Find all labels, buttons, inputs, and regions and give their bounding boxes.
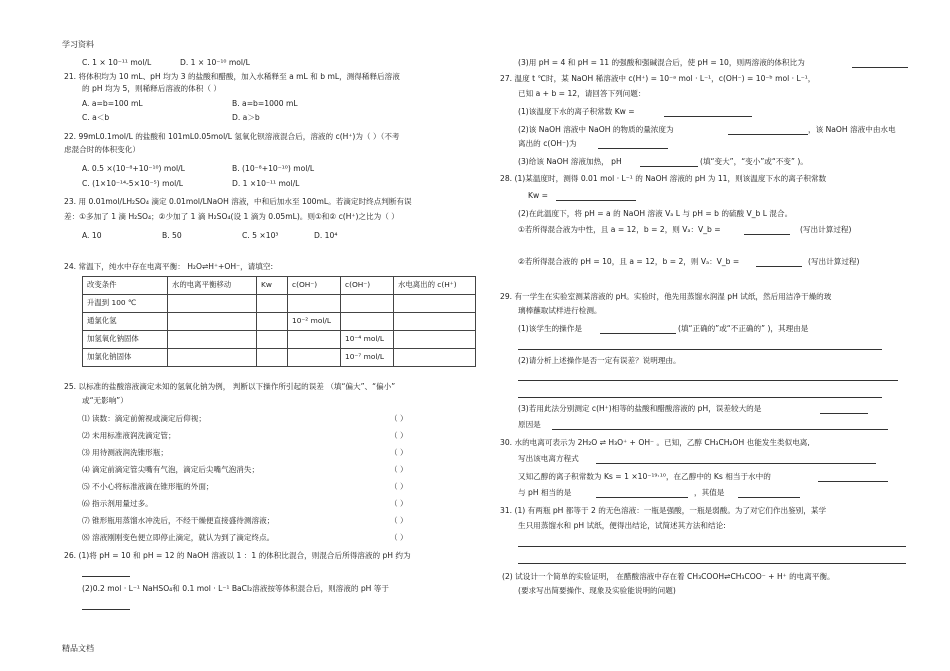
footer-label: 精品文档 (62, 644, 94, 653)
q30-value-label: ，其值是 (694, 488, 725, 497)
q28-kw-label: Kw = (528, 191, 548, 200)
q25-answer-6[interactable]: （ ） (390, 499, 408, 508)
table-header-row (83, 277, 476, 295)
q27-part1: (1)该温度下水的离子积常数 Kw = (518, 107, 635, 116)
q29-part3: (3)若用此法分别测定 c(H⁺)相等的盐酸和醋酸溶液的 pH，误差较大的是 (518, 404, 762, 413)
table-cell: 加氯化钠固体 (83, 349, 168, 367)
q21-option-b: B. a=b=1000 mL (232, 99, 298, 108)
q25-answer-8[interactable]: （ ） (390, 533, 408, 542)
q23-option-c: C. 5 ×10³ (242, 231, 279, 240)
q22-option-c: C. (1×10⁻¹⁴-5×10⁻⁵) mol/L (82, 179, 184, 188)
table-cell: 10⁻² mol/L (288, 313, 341, 331)
q25-answer-3[interactable]: （ ） (390, 448, 408, 457)
q25-item-7: ⑺ 锥形瓶用蒸馏水冲洗后，不经干燥便直接盛待测溶液； (82, 516, 275, 525)
q25-item-5: ⑸ 不小心将标准液滴在锥形瓶的外面； (82, 482, 214, 491)
q25-answer-4[interactable]: （ ） (390, 465, 408, 474)
q30-ks-blank[interactable] (818, 481, 888, 482)
q31-part2-note: (要求写出简要操作、现象及实验能说明的问题) (518, 586, 676, 595)
table-cell[interactable] (257, 295, 288, 313)
table-cell: 升温到 100 ℃ (83, 295, 168, 313)
table-row (83, 313, 476, 331)
table-cell[interactable] (394, 313, 476, 331)
table-cell[interactable] (288, 295, 341, 313)
q29-judge-blank[interactable] (600, 333, 676, 334)
table-cell[interactable] (257, 313, 288, 331)
q29-part1: (1)该学生的操作是 (518, 324, 582, 333)
table-cell[interactable] (257, 331, 288, 349)
q28-part2-1: ①若所得混合液为中性，且 a = 12，b = 2，则 Vₐ：V_b = (518, 225, 721, 234)
table-cell: 10⁻⁴ mol/L (341, 331, 394, 349)
q29-answer-line-1[interactable] (518, 380, 898, 381)
q20-option-d: D. 1 × 10⁻¹⁰ mol/L (180, 58, 250, 67)
q29-answer-line-2[interactable] (518, 397, 882, 398)
table-cell[interactable] (341, 295, 394, 313)
q25-answer-5[interactable]: （ ） (390, 482, 408, 491)
q24-title: 24. 常温下，纯水中存在电离平衡： H₂O⇌H⁺+OH⁻，请填空: (64, 262, 274, 271)
q26-line1: 26. (1)将 pH = 10 和 pH = 12 的 NaOH 溶液以 1 ：1 的体积比混合，则混合后所得溶液的 pH 约为 (64, 551, 411, 560)
table-cell[interactable] (394, 295, 476, 313)
q23-option-a: A. 10 (82, 231, 102, 240)
table-header-cell: 水的电离平衡移动 (168, 277, 257, 295)
q27-part2: (2)该 NaOH 溶液中 NaOH 的物质的量浓度为 (518, 125, 674, 134)
q31-line1: 31. (1) 有两瓶 pH 都等于 2 的无色溶液：一瓶是强酸，一瓶是弱酸。为了对它们作出鉴别，某学 (500, 506, 827, 515)
q25-item-1: ⑴ 读数：滴定前俯视或滴定后仰视； (82, 414, 206, 423)
q25-item-8: ⑻ 溶液刚刚变色便立即停止滴定，就认为到了滴定终点。 (82, 533, 275, 542)
q22-option-b: B. (10⁻⁸+10⁻¹⁰) mol/L (232, 164, 315, 173)
q27-line2: 已知 a + b = 12，请回答下列问题： (518, 89, 646, 98)
q25-answer-1[interactable]: （ ） (390, 414, 408, 423)
table-header-cell: c(OH⁻) (288, 277, 341, 295)
q27-kw-blank[interactable] (664, 116, 752, 117)
table-cell[interactable] (168, 349, 257, 367)
q25-item-6: ⑹ 指示剂用量过多。 (82, 499, 153, 508)
q29-reason-label: 原因是 (518, 420, 541, 429)
q22-line2: 虑混合时的体积变化） (64, 145, 140, 154)
q30-line4: 与 pH 相当的是 (518, 488, 572, 497)
q29-line2: 璃棒蘸取试样进行检测。 (518, 306, 602, 315)
q27-line1: 27. 温度 t ℃时，某 NaOH 稀溶液中 c(H⁺) = 10⁻ᵃ mol · L⁻¹，c(OH⁻) = 10⁻ᵇ mol · L⁻¹， (500, 74, 816, 83)
q30-equation-blank[interactable] (596, 463, 876, 464)
q21-option-c: C. a＜b (82, 113, 110, 122)
q20-option-c: C. 1 × 10⁻¹¹ mol/L (82, 58, 152, 67)
table-cell[interactable] (341, 313, 394, 331)
q28-part2: (2)在此温度下，将 pH = a 的 NaOH 溶液 Vₐ L 与 pH = b 的硫酸 V_b L 混合。 (518, 209, 793, 218)
q26-2-answer-blank[interactable] (82, 609, 130, 610)
q29-reason-line[interactable] (518, 349, 882, 350)
q25-line2: 或“无影响”） (82, 396, 128, 405)
q25-item-2: ⑵ 未用标准液润洗滴定管； (82, 431, 176, 440)
q25-answer-7[interactable]: （ ） (390, 516, 408, 525)
q30-value-blank[interactable] (738, 497, 800, 498)
q22-option-a: A. 0.5 ×(10⁻⁸+10⁻¹⁰) mol/L (82, 164, 185, 173)
q28-kw-blank[interactable] (556, 200, 636, 201)
table-cell[interactable] (288, 331, 341, 349)
q26-1-answer-blank[interactable] (82, 576, 130, 577)
q27-conc-blank[interactable] (728, 134, 808, 135)
q29-part2: (2)请分析上述操作是否一定有误差？说明理由。 (518, 356, 681, 365)
q27-oh-blank[interactable] (598, 148, 668, 149)
table-cell[interactable] (168, 295, 257, 313)
header-label: 学习资料 (62, 40, 94, 49)
table-cell[interactable] (394, 349, 476, 367)
q28-ratio2-blank[interactable] (756, 266, 802, 267)
q27-part3: (3)给该 NaOH 溶液加热， pH (518, 157, 622, 166)
table-cell[interactable] (394, 331, 476, 349)
q25-item-4: ⑷ 滴定前滴定管尖嘴有气泡，滴定后尖嘴气泡消失； (82, 465, 260, 474)
table-cell: 10⁻⁷ mol/L (341, 349, 394, 367)
q31-answer-line-2[interactable] (518, 563, 906, 564)
table-row (83, 295, 476, 313)
q31-part2: (2) 试设计一个简单的实验证明， 在醋酸溶液中存在着 CH₃COOH⇌CH₃COO⁻ + H⁺ 的电离平衡。 (502, 572, 835, 581)
table-header-cell: 水电离出的 c(H⁺) (394, 277, 476, 295)
table-header-cell: Kw (257, 277, 288, 295)
table-cell: 通氯化氢 (83, 313, 168, 331)
q26-line2: (2)0.2 mol · L⁻¹ NaHSO₄和 0.1 mol · L⁻¹ BaCl₂溶液按等体积混合后，则溶液的 pH 等于 (82, 584, 389, 593)
q26-3-answer-blank[interactable] (852, 67, 908, 68)
q22-line1: 22. 99mL0.1mol/L 的盐酸和 101mL0.05mol/L 氢氧化钡溶液混合后，溶液的 c(H⁺)为（ ）（不考 (64, 132, 400, 141)
q29-line1: 29. 有一学生在实验室测某溶液的 pH。实验时，他先用蒸馏水润湿 pH 试纸，然后用洁净干燥的玻 (500, 292, 832, 301)
q26-3-text: (3)用 pH = 4 和 pH = 11 的强酸和强碱混合后，使 pH = 10，则两溶液的体积比为 (518, 58, 805, 67)
q27-part2-line2: 离出的 c(OH⁻)为 (518, 139, 577, 148)
q30-ph-analog-blank[interactable] (596, 497, 688, 498)
q29-larger-blank[interactable] (820, 413, 868, 414)
table-cell[interactable] (168, 313, 257, 331)
q25-item-3: ⑶ 用待测液润洗锥形瓶； (82, 448, 168, 457)
q24-table (82, 276, 476, 367)
q30-line2: 写出该电离方程式 (518, 454, 579, 463)
q21-line2: 的 pH 均为 5，则稀释后溶液的体积（ ） (82, 84, 221, 93)
q31-line2: 生只用蒸馏水和 pH 试纸，便得出结论，试简述其方法和结论: (518, 521, 726, 530)
q28-ratio1-blank[interactable] (744, 234, 790, 235)
q23-option-b: B. 50 (162, 231, 182, 240)
q28-line1: 28. (1)某温度时，测得 0.01 mol · L⁻¹ 的 NaOH 溶液的 pH 为 11，则该温度下水的离子积常数 (500, 174, 827, 183)
q28-part2-2: ②若所得混合液的 pH = 10，且 a = 12，b = 2，则 Vₐ：V_b = (518, 257, 740, 266)
q25-answer-2[interactable]: （ ） (390, 431, 408, 440)
table-row (83, 349, 476, 367)
q30-line1: 30. 水的电离可表示为 2H₂O ⇌ H₃O⁺ + OH⁻ 。已知，乙醇 CH₃CH₂OH 也能发生类似电离, (500, 438, 810, 447)
q21-option-a: A. a=b=100 mL (82, 99, 143, 108)
table-cell[interactable] (168, 331, 257, 349)
q27-part2-tail: ，该 NaOH 溶液中由水电 (808, 125, 896, 134)
q31-answer-line-1[interactable] (518, 546, 906, 547)
table-cell[interactable] (257, 349, 288, 367)
q22-option-d: D. 1 ×10⁻¹¹ mol/L (232, 179, 300, 188)
q23-option-d: D. 10⁴ (314, 231, 338, 240)
q23-line2: 差：①多加了 1 滴 H₂SO₄；②少加了 1 滴 H₂SO₄(设 1 滴为 0.05mL)。则①和② c(H⁺)之比为（ ） (64, 212, 399, 221)
q27-ph-blank[interactable] (640, 166, 698, 167)
table-cell[interactable] (288, 349, 341, 367)
table-header-cell: c(OH⁻) (341, 277, 394, 295)
q21-option-d: D. a＞b (232, 113, 260, 122)
q25-line1: 25. 以标准的盐酸溶液滴定未知的氢氧化钠为例， 判断以下操作所引起的误差 （填“偏大”、“偏小” (64, 382, 396, 391)
table-row (83, 331, 476, 349)
q21-line1: 21. 将体积均为 10 mL、pH 均为 3 的盐酸和醋酸，加入水稀释至 a mL 和 b mL，测得稀释后溶液 (64, 72, 400, 81)
q30-line3: 又知乙醇的离子积常数为 Ks = 1 ×10⁻¹⁹·¹⁰，在乙醇中的 Ks 相当于水中的 (518, 472, 771, 481)
q28-part2-1-tail: (写出计算过程) (800, 225, 852, 234)
q27-part3-tail: (填“变大”，“变小”或“不变” )。 (700, 157, 808, 166)
q29-reason-blank[interactable] (552, 429, 888, 430)
q28-part2-2-tail: (写出计算过程) (808, 257, 860, 266)
q29-part1-tail: (填“正确的”或“不正确的” )，其理由是 (678, 324, 809, 333)
q23-line1: 23. 用 0.01mol/LH₂SO₄ 滴定 0.01mol/LNaOH 溶液，中和后加水至 100mL。若滴定时终点判断有误 (64, 197, 412, 206)
table-cell: 加氢氧化钠固体 (83, 331, 168, 349)
table-header-cell: 改变条件 (83, 277, 168, 295)
